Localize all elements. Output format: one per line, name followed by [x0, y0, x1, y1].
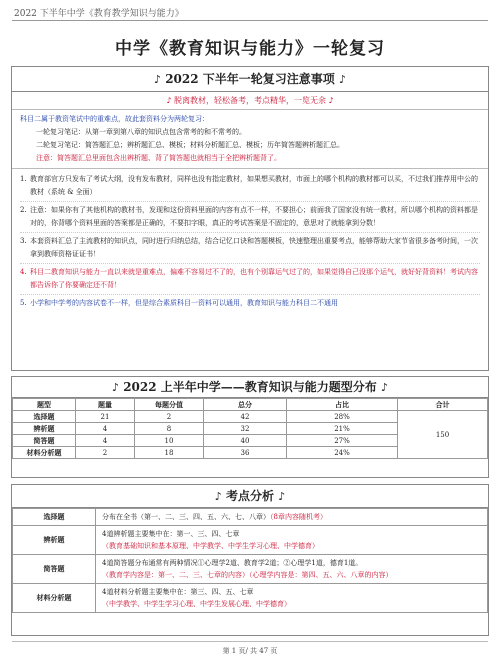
- header-divider: [12, 20, 488, 21]
- list-item: [20, 233, 480, 264]
- row-label: 简答题: [13, 435, 76, 447]
- notice-intro: [12, 110, 488, 169]
- table-cell: 18: [135, 447, 204, 459]
- column-header: 总分: [204, 399, 287, 411]
- intro-line: 注意：简答题汇总里面包含出辨析题、背了简答题也就相当于全把辨析题背了。: [36, 154, 281, 162]
- list-item: [20, 202, 480, 233]
- analysis-title: 考点分析: [225, 489, 274, 503]
- table-row: [13, 584, 488, 613]
- row-label: 选择题: [13, 509, 96, 526]
- notice-tagline: ♪ 脱离教材，轻松备考，考点精华，一览无余 ♪: [12, 92, 488, 110]
- table-row: [13, 526, 488, 555]
- analysis-line: 分布在全书（第一、二、三、四、五、六、七、八章）: [102, 513, 270, 521]
- row-label: 简答题: [13, 555, 96, 584]
- notice-section: [11, 66, 489, 371]
- table-cell: [96, 584, 488, 613]
- table-cell: 32: [204, 423, 287, 435]
- table-row: [13, 555, 488, 584]
- analysis-line: 4道辨析题主要集中在：第一、三、四、七章: [102, 530, 240, 538]
- table-cell: [96, 555, 488, 584]
- row-label: 辨析题: [13, 423, 76, 435]
- table-cell: 8: [135, 423, 204, 435]
- table-row: [13, 509, 488, 526]
- music-note-icon: ♪: [338, 73, 346, 86]
- music-note-icon: ♪: [380, 381, 388, 394]
- distribution-table: [12, 398, 488, 459]
- column-header: 占比: [287, 399, 398, 411]
- item-text: 教育部官方只发布了考试大纲，没有发布教材，同样也没有指定教材，如果想买教材，市面上的哪个机构的教材都可以买，不过我们推荐用中公的教材（系统 & 全面）: [30, 175, 478, 196]
- row-label: 选择题: [13, 411, 76, 423]
- item-number: 1.: [20, 175, 27, 183]
- item-text: 本套资料汇总了主流教材的知识点，同时进行归纳总结，结合记忆口诀和答题模板，快速整理出重要考点，能够帮助大家节省很多备考时间，一次拿到教师资格证证书！: [30, 237, 478, 258]
- item-text: 注意：如果你有了其他机构的教材书，发现和这份资料里面的内容有点不一样，不要担心；前面我了国家没有统一教材，所以哪个机构的资料都是对的，你背哪个资料里面的答案都是正确的，不要扣字眼，真正的考试答案是不固定的，意思对了就能拿到分数！: [30, 206, 478, 227]
- item-text: 小学和中学考的内容试卷不一样，但是综合素质科目一资料可以通用，教育知识与能力科目二不通用: [30, 299, 338, 307]
- item-text: 科目二教育知识与能力一直以来就是重难点，偏难不容易过不了的，也有个别靠运气过了的，如果觉得自己没那个运气，就好好背资料！考试内容都告诉你了你要确定还不背！: [30, 268, 478, 289]
- table-cell: 2: [135, 411, 204, 423]
- analysis-note: （中学教学、中学生学习心理、中学生发展心理、中学德育）: [102, 600, 291, 608]
- notice-list: [12, 169, 488, 312]
- page-title: 中学《教育知识与能力》一轮复习: [115, 39, 385, 59]
- table-cell: 10: [135, 435, 204, 447]
- column-header: 每题分值: [135, 399, 204, 411]
- row-label: 材料分析题: [13, 584, 96, 613]
- column-header: 题型: [13, 399, 76, 411]
- analysis-section: [11, 484, 489, 636]
- table-cell: 42: [204, 411, 287, 423]
- intro-line: 二轮复习笔记：简答题汇总；辨析题汇总、模板；材料分析题汇总、模板；历年简答题辨析题汇总。: [36, 141, 344, 149]
- item-number: 2.: [20, 206, 27, 214]
- music-note-icon: ♪: [153, 73, 162, 86]
- table-cell: 21: [76, 411, 135, 423]
- total-cell: 150: [398, 411, 488, 459]
- column-header: 合计: [398, 399, 488, 411]
- table-row: [13, 411, 488, 423]
- distribution-heading: [12, 377, 488, 398]
- distribution-title: 2022 上半年中学——教育知识与能力题型分布: [123, 380, 377, 394]
- intro-line: 一轮复习笔记：从第一章到第八章的知识点包含常考的和不常考的。: [36, 128, 246, 136]
- distribution-section: [11, 376, 489, 478]
- item-number: 4.: [20, 268, 27, 276]
- table-cell: 4: [76, 423, 135, 435]
- intro-line: 科目二属于教资笔试中的重难点，故此套资料分为两轮复习：: [20, 115, 209, 123]
- list-item: [20, 171, 480, 202]
- column-header: 题量: [76, 399, 135, 411]
- page-number: 第 1 页/ 共 47 页: [222, 647, 278, 655]
- table-cell: 28%: [287, 411, 398, 423]
- table-cell: 40: [204, 435, 287, 447]
- table-header-row: [13, 399, 488, 411]
- table-cell: [96, 526, 488, 555]
- table-cell: 36: [204, 447, 287, 459]
- table-cell: 4: [76, 435, 135, 447]
- analysis-note: （教育学内容是：第一、二、三、七章的内容）（心理学内容是：第四、五、六、八章的内容）: [102, 571, 393, 579]
- analysis-heading: [12, 485, 488, 508]
- footer-divider: [12, 641, 488, 642]
- row-label: 辨析题: [13, 526, 96, 555]
- table-cell: 24%: [287, 447, 398, 459]
- analysis-table: [12, 508, 488, 613]
- list-item: [20, 295, 480, 312]
- item-number: 5.: [20, 299, 27, 307]
- notice-heading: [12, 67, 488, 92]
- table-cell: 2: [76, 447, 135, 459]
- music-note-icon: ♪: [214, 490, 222, 503]
- table-cell: [96, 509, 488, 526]
- table-cell: 27%: [287, 435, 398, 447]
- list-item: [20, 264, 480, 295]
- music-note-icon: ♪: [111, 381, 120, 394]
- analysis-line: 4道简答题分布通常有两种情况①心理学2道、教育学2道；②心理学1道，德育1道。: [102, 559, 363, 567]
- analysis-note: （教育基础知识和基本原理、中学教学、中学生学习心理、中学德育）: [102, 542, 319, 550]
- running-header: 2022 下半年中学《教育教学知识与能力》: [14, 9, 184, 19]
- table-cell: 21%: [287, 423, 398, 435]
- music-note-icon: ♪: [278, 490, 286, 503]
- item-number: 3.: [20, 237, 27, 245]
- notice-title: 2022 下半年一轮复习注意事项: [165, 72, 335, 86]
- row-label: 材料分析题: [13, 447, 76, 459]
- analysis-note: （8章内容随机考）: [270, 513, 327, 521]
- analysis-line: 4道材料分析题主要集中在：第三、四、五、七章: [102, 588, 254, 596]
